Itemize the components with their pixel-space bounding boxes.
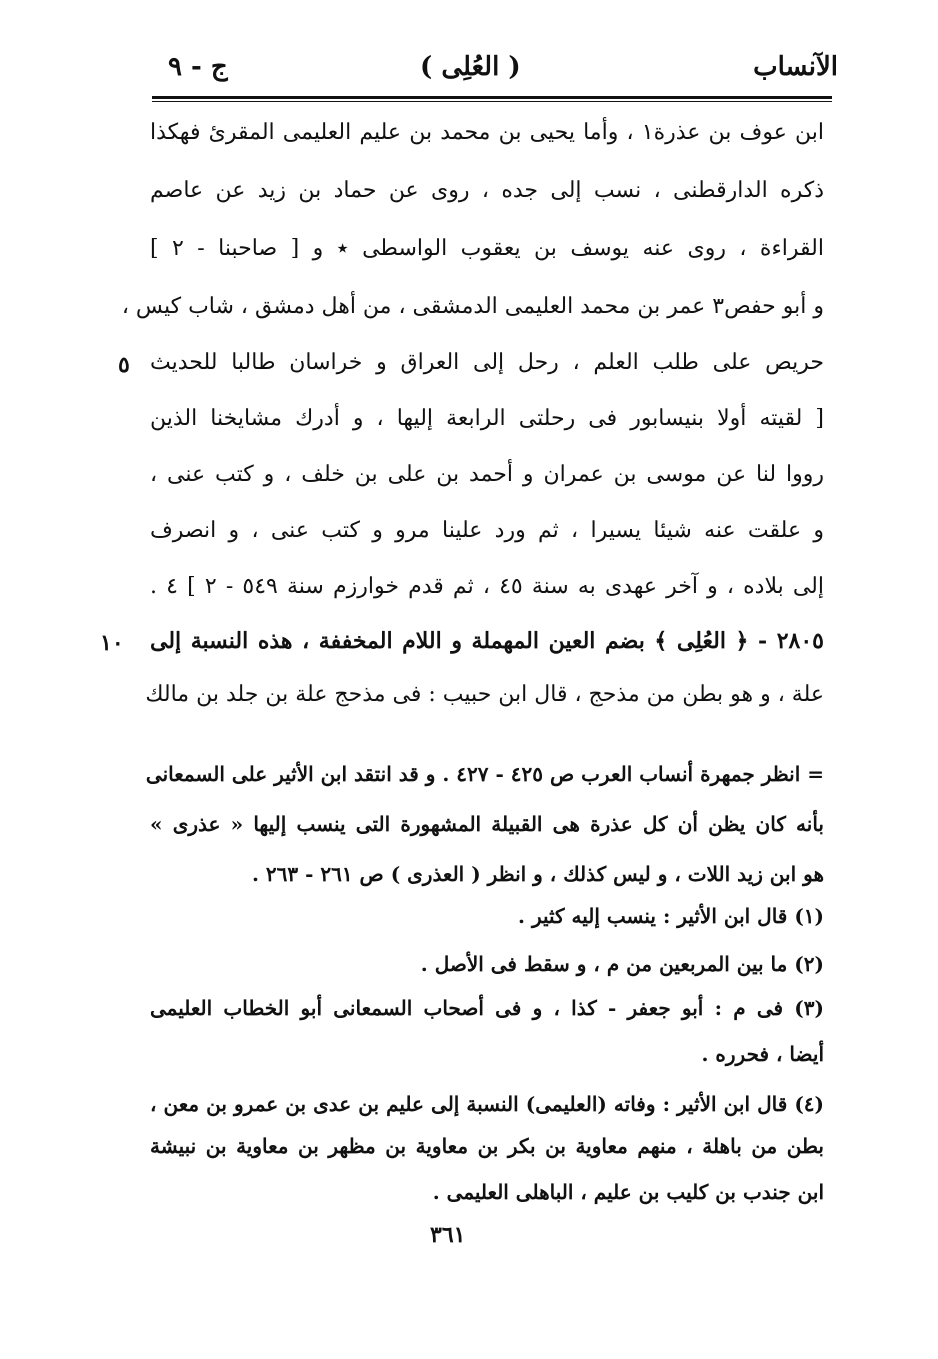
header-entry-title: ( العُلِى ) [420,52,521,82]
footnote-line: (٢) ما بين المربعين من م ، و سقط فى الأصل . [420,952,824,976]
entry-heading-line: ٢٨٠٥ - ﴿ العُلِى ﴾ بضم العين المهملة و اللام المخففة ، هذه النسبة إلى [150,628,824,654]
body-line: [ لقيته أولا بنيسابور فى رحلتى الرابعة إليها ، و أدرك مشايخنا الذين [150,406,824,431]
body-line: و أبو حفص٣ عمر بن محمد العليمى الدمشقى ، من أهل دمشق ، شاب كيس ، [121,294,824,319]
footnote-line: = انظر جمهرة أنساب العرب ص ٤٢٥ - ٤٢٧ . و قد انتقد ابن الأثير على السمعانى [145,762,824,786]
header-book-title: الآنساب [753,52,838,82]
body-line: علة ، و هو بطن من مذحج ، قال ابن حبيب : فى مذحج علة بن جلد بن مالك [145,682,824,707]
body-line: رووا لنا عن موسى بن عمران و أحمد بن على بن خلف ، و كتب عنى ، [150,462,824,487]
body-line: و علقت عنه شيئا يسيرا ، ثم ورد علينا مرو و كتب عنى ، و انصرف [150,518,824,543]
body-line: إلى بلاده ، و آخر عهدى به سنة ٤٥ ، ثم قدم خوارزم سنة ٥٤٩ - ٢ ] ٤ . [150,574,824,599]
footnote-line: بطن من باهلة ، منهم معاوية بن بكر بن معاوية بن مظهر بن معاوية بن نبيشة [150,1134,824,1158]
body-line: القراءة ، روى عنه يوسف بن يعقوب الواسطى ٭ و [ صاحبنا - ٢ ] [150,236,824,261]
footnote-line: هو ابن زيد اللات ، و ليس كذلك ، و انظر ( العذرى ) ص ٢٦١ - ٢٦٣ . [251,862,824,886]
header-rule-thick [152,96,832,99]
page-number: ٣٦١ [430,1222,466,1248]
footnote-line: أيضا ، فحرره . [701,1042,824,1066]
footnote-line: (٣) فى م : أبو جعفر - كذا ، و فى أصحاب السمعانى أبو الخطاب العليمى [150,996,824,1020]
footnote-line: بأنه كان يظن أن كل عذرة هى القبيلة المشهورة التى ينسب إليها « عذرى » [150,812,824,836]
body-line: ذكره الدارقطنى ، نسب إلى جده ، روى عن حماد بن زيد عن عاصم [150,178,824,203]
footnote-line: (١) قال ابن الأثير : ينسب إليه كثير . [518,904,824,928]
footnote-line: (٤) قال ابن الأثير : وفاته (العليمى) النسبة إلى عليم بن عدى بن عمرو بن معن ، [150,1092,824,1116]
body-line: ابن عوف بن عذرة١ ، وأما يحيى بن محمد بن عليم العليمى المقرئ فهكذا [150,120,824,145]
line-number-10: ١٠ [100,630,124,656]
header-rule-thin [152,101,832,102]
line-number-5: ٥ [118,352,130,378]
footnote-line: ابن جندب بن كليب بن عليم ، الباهلى العليمى . [432,1180,824,1204]
body-line: حريص على طلب العلم ، رحل إلى العراق و خراسان طالبا للحديث [150,350,824,375]
header-volume: ج - ٩ [168,52,228,82]
